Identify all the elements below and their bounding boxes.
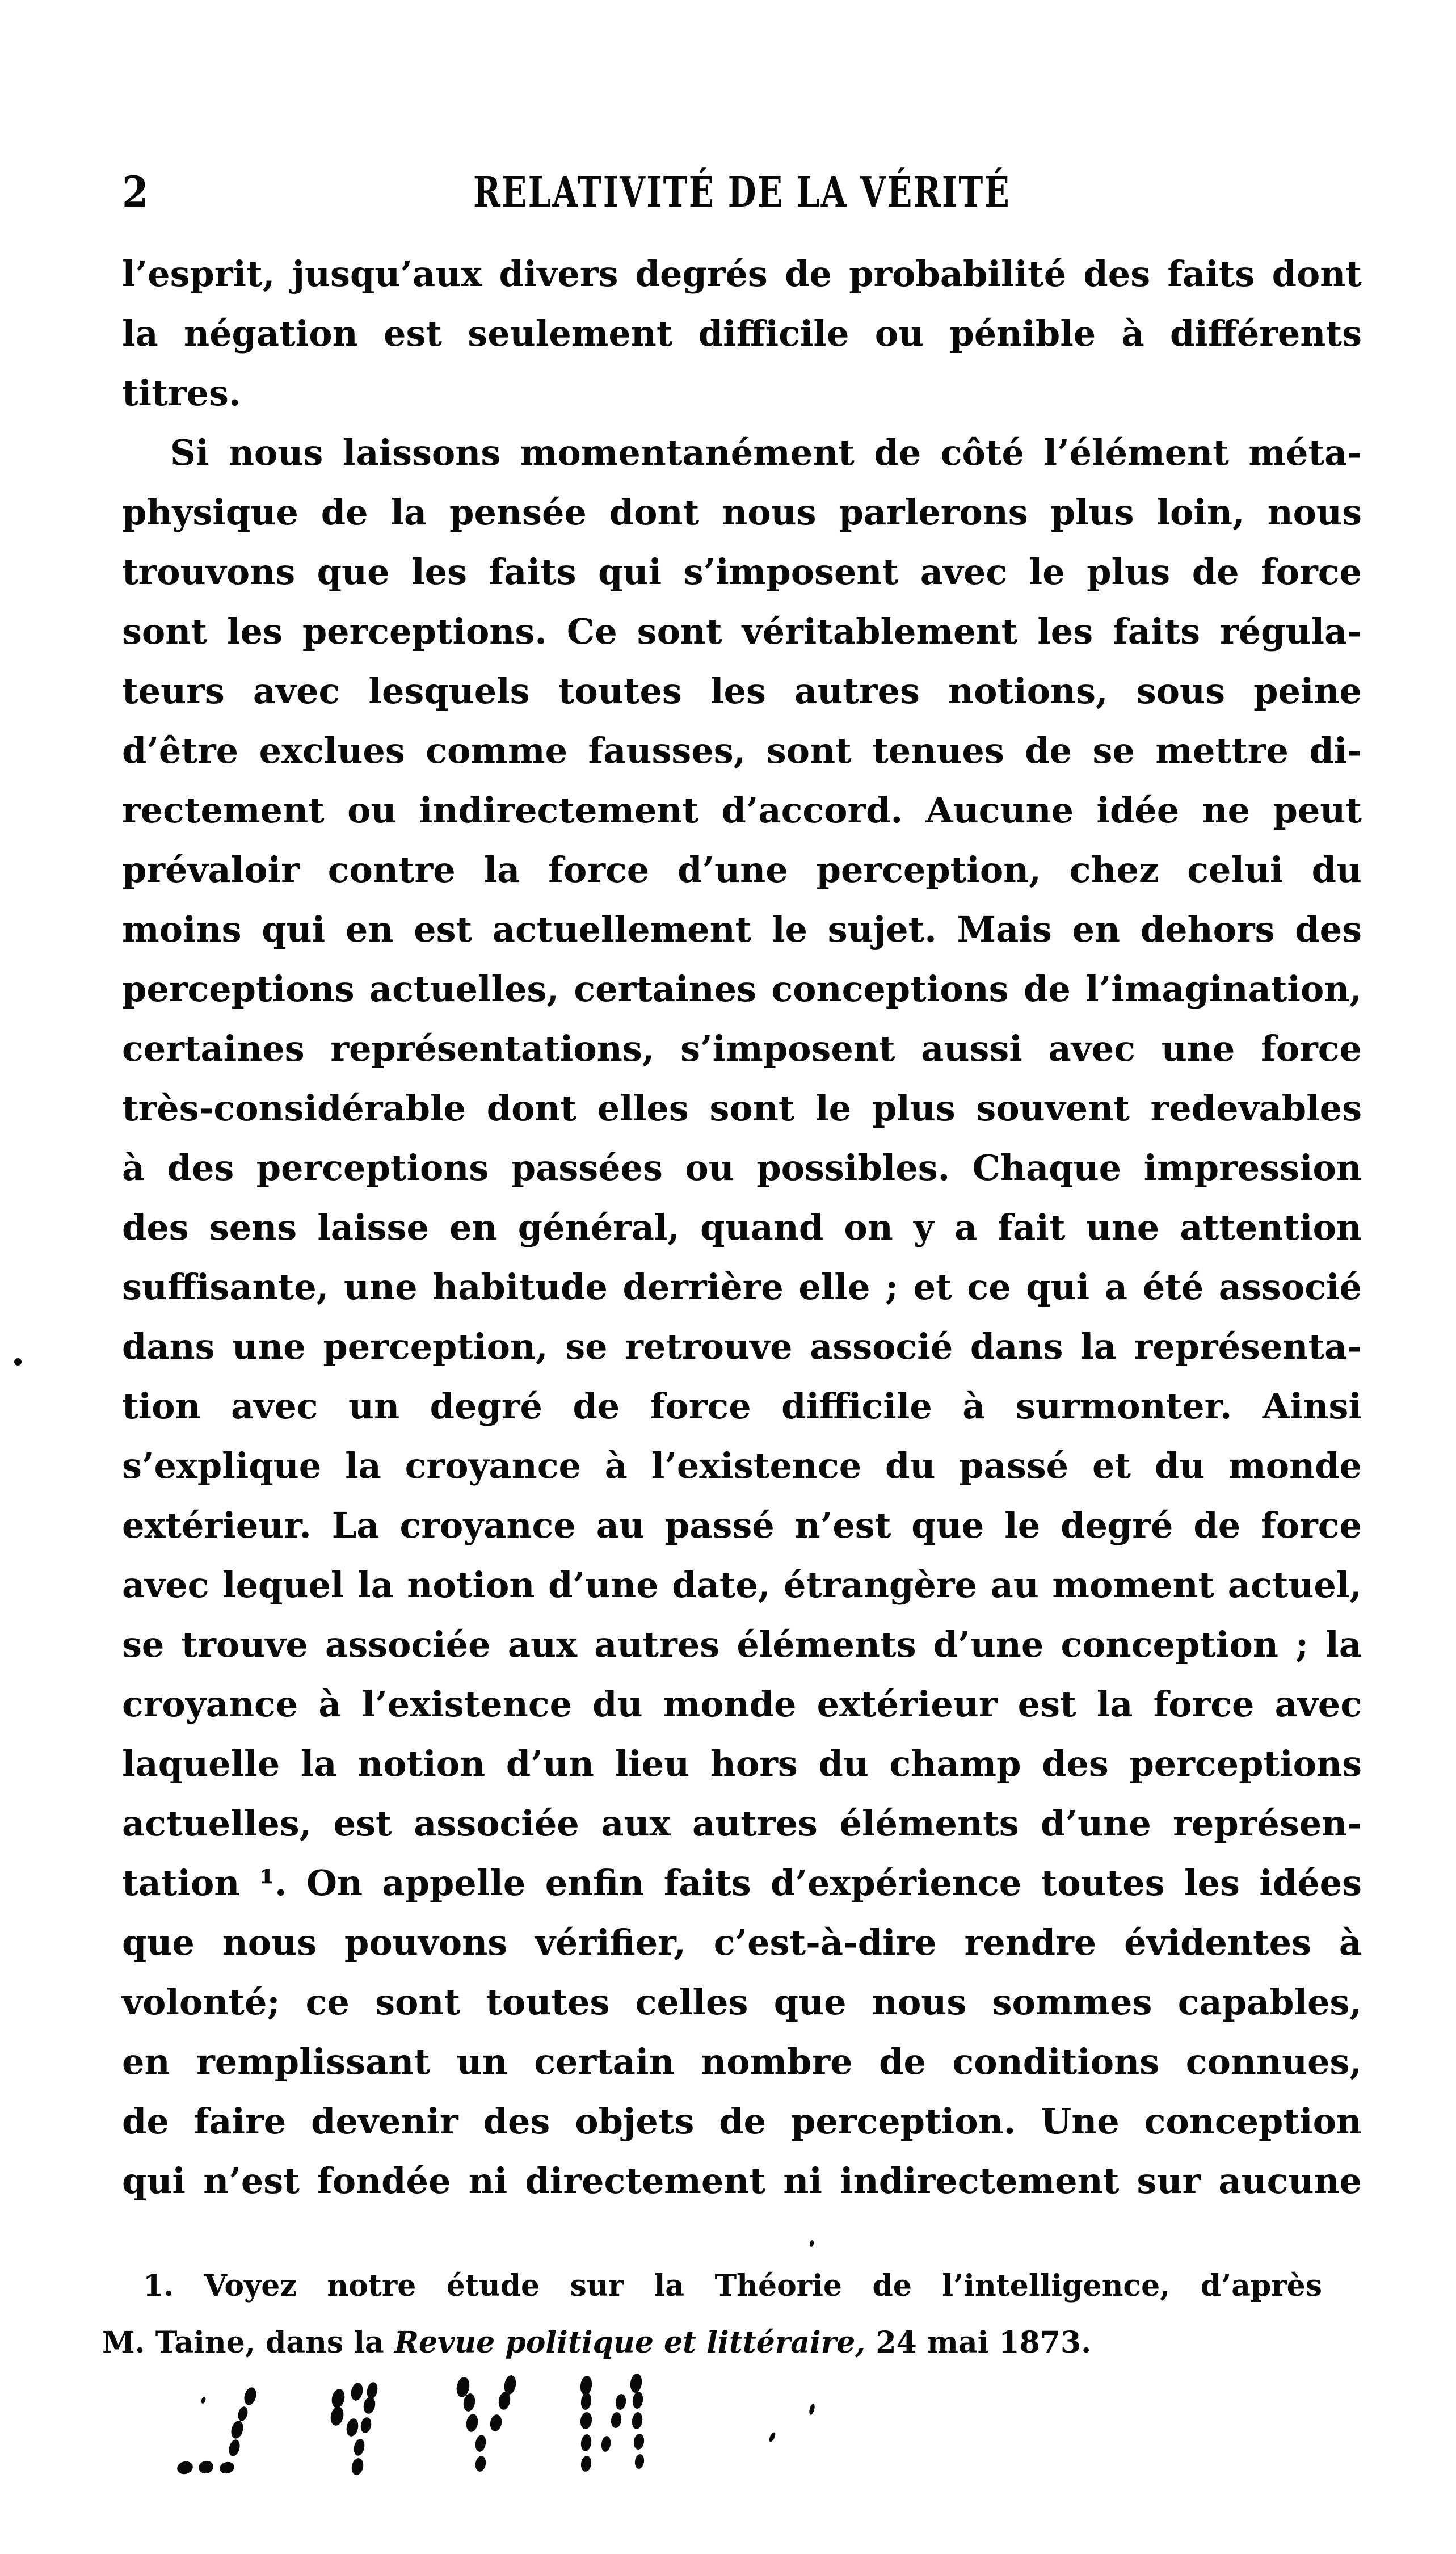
text-line: certaines représentations, s’imposent aussi avec une force — [122, 1028, 1362, 1069]
ink-dot — [362, 2396, 377, 2415]
ink-dot — [632, 2391, 644, 2409]
text-line: d’être exclues comme fausses, sont tenues de se mettre di- — [122, 730, 1362, 771]
ink-dot — [634, 2454, 645, 2469]
text-line: actuelles, est associée aux autres éléments d’une représen- — [122, 1803, 1362, 1844]
text-line: extérieur. La croyance au passé n’est que le degré de force — [122, 1505, 1362, 1546]
text-line: rectement ou indirectement d’accord. Aucune idée ne peut — [122, 789, 1362, 831]
ink-dot — [580, 2392, 592, 2410]
ink-dot — [176, 2460, 195, 2476]
ink-dot — [474, 2434, 487, 2453]
ink-dot — [350, 2381, 364, 2401]
text-line: des sens laisse en général, quand on y a fait une attention — [122, 1207, 1362, 1248]
text-line: trouvons que les faits qui s’imposent avec le plus de force — [122, 551, 1362, 593]
ink-dot — [631, 2412, 643, 2430]
text-line: de faire devenir des objets de perception. Une conception — [122, 2101, 1362, 2142]
ink-dot — [629, 2373, 643, 2393]
text-line: dans une perception, se retrouve associé dans la représenta- — [122, 1326, 1362, 1367]
footnote-line — [102, 2258, 1322, 2314]
ink-dot — [350, 2457, 365, 2476]
text-line: l’esprit, jusqu’aux divers degrés de probabilité des faits dont — [122, 253, 1362, 295]
ink-dot — [600, 2435, 612, 2452]
text-line: s’explique la croyance à l’existence du passé et du monde — [122, 1445, 1362, 1486]
text-line: moins qui en est actuellement le sujet. Mais en dehors des — [122, 909, 1362, 950]
ink-dot — [359, 2416, 372, 2434]
ink-dot — [229, 2419, 245, 2440]
ink-dot — [352, 2438, 366, 2456]
ink-dot — [580, 2455, 592, 2472]
body-text — [122, 244, 1362, 2211]
text-line: se trouve associée aux autres éléments d’une conception ; la — [122, 1624, 1362, 1665]
ink-dot — [580, 2434, 592, 2452]
text-line: volonté; ce sont toutes celles que nous sommes capables, — [122, 1981, 1362, 2023]
text-line: qui n’est fondée ni directement ni indirectement sur aucune — [122, 2160, 1362, 2202]
text-line: la négation est seulement difficile ou pénible à différents — [122, 313, 1362, 354]
text-line: teurs avec lesquels toutes les autres notions, sous peine — [122, 670, 1362, 712]
text-line: en remplissant un certain nombre de conditions connues, — [122, 2041, 1362, 2082]
footnote-text: 24 mai 1873. — [865, 2325, 1092, 2360]
text-line: titres. — [122, 372, 241, 414]
ink-dot — [345, 2417, 360, 2437]
ink-dot — [197, 2459, 215, 2475]
ink-dot — [809, 2240, 814, 2247]
text-line: suffisante, une habitude derrière elle ; et ce qui a été associé — [122, 1266, 1362, 1308]
ink-dot — [227, 2438, 241, 2458]
ink-dot — [474, 2455, 487, 2473]
ink-dot — [489, 2413, 503, 2432]
text-line: que nous pouvons vérifier, c’est-à-dire rendre évidentes à — [122, 1922, 1362, 1963]
text-line: perceptions actuelles, certaines conceptions de l’imagination, — [122, 968, 1362, 1010]
running-title: RELATIVITÉ DE LA VÉRITÉ — [473, 168, 1011, 217]
text-line: avec lequel la notion d’une date, étrangère au moment actuel, — [122, 1564, 1362, 1606]
ink-dot — [218, 2460, 235, 2475]
text-line: tation ¹. On appelle enfin faits d’expérience toutes les idées — [122, 1862, 1362, 1904]
ink-dot — [610, 2412, 622, 2429]
footnote — [102, 2258, 1322, 2371]
footnote-text: M. Taine, dans la — [102, 2325, 394, 2360]
text-line: prévaloir contre la force d’une perception, chez celui du — [122, 849, 1362, 890]
ink-dot — [768, 2431, 777, 2443]
footnote-journal-title: Revue politique et littéraire, — [394, 2325, 866, 2360]
ink-dot — [465, 2413, 479, 2433]
running-header — [122, 167, 1362, 218]
text-line: laquelle la notion d’un lieu hors du champ des perceptions — [122, 1743, 1362, 1784]
footnote-text: 1. Voyez notre étude sur la Théorie de l’intelligence, d’après — [143, 2269, 1322, 2303]
ink-dot — [615, 2393, 627, 2410]
ink-dot — [579, 2412, 593, 2430]
text-line: physique de la pensée dont nous parlerons plus loin, nous — [122, 492, 1362, 533]
text-line: tion avec un degré de force difficile à surmonter. Ainsi — [122, 1385, 1362, 1427]
text-line: croyance à l’existence du monde extérieur est la force avec — [122, 1683, 1362, 1725]
text-line: très-considérable dont elles sont le plus souvent redevables — [122, 1087, 1362, 1129]
ink-dot — [242, 2386, 258, 2406]
text-line: Si nous laissons momentanément de côté l’élément méta- — [170, 432, 1362, 473]
ink-dot — [809, 2403, 816, 2415]
ink-dot — [237, 2405, 249, 2422]
ink-dot — [14, 1358, 22, 1366]
page-number: 2 — [122, 167, 149, 217]
text-line: à des perceptions passées ou possibles. Chaque impression — [122, 1147, 1362, 1188]
footnote-line — [102, 2314, 1322, 2371]
ink-dot — [329, 2405, 346, 2427]
ink-dot — [200, 2396, 207, 2404]
ink-dot — [633, 2433, 645, 2450]
text-line: sont les perceptions. Ce sont véritablement les faits régula- — [122, 611, 1362, 652]
